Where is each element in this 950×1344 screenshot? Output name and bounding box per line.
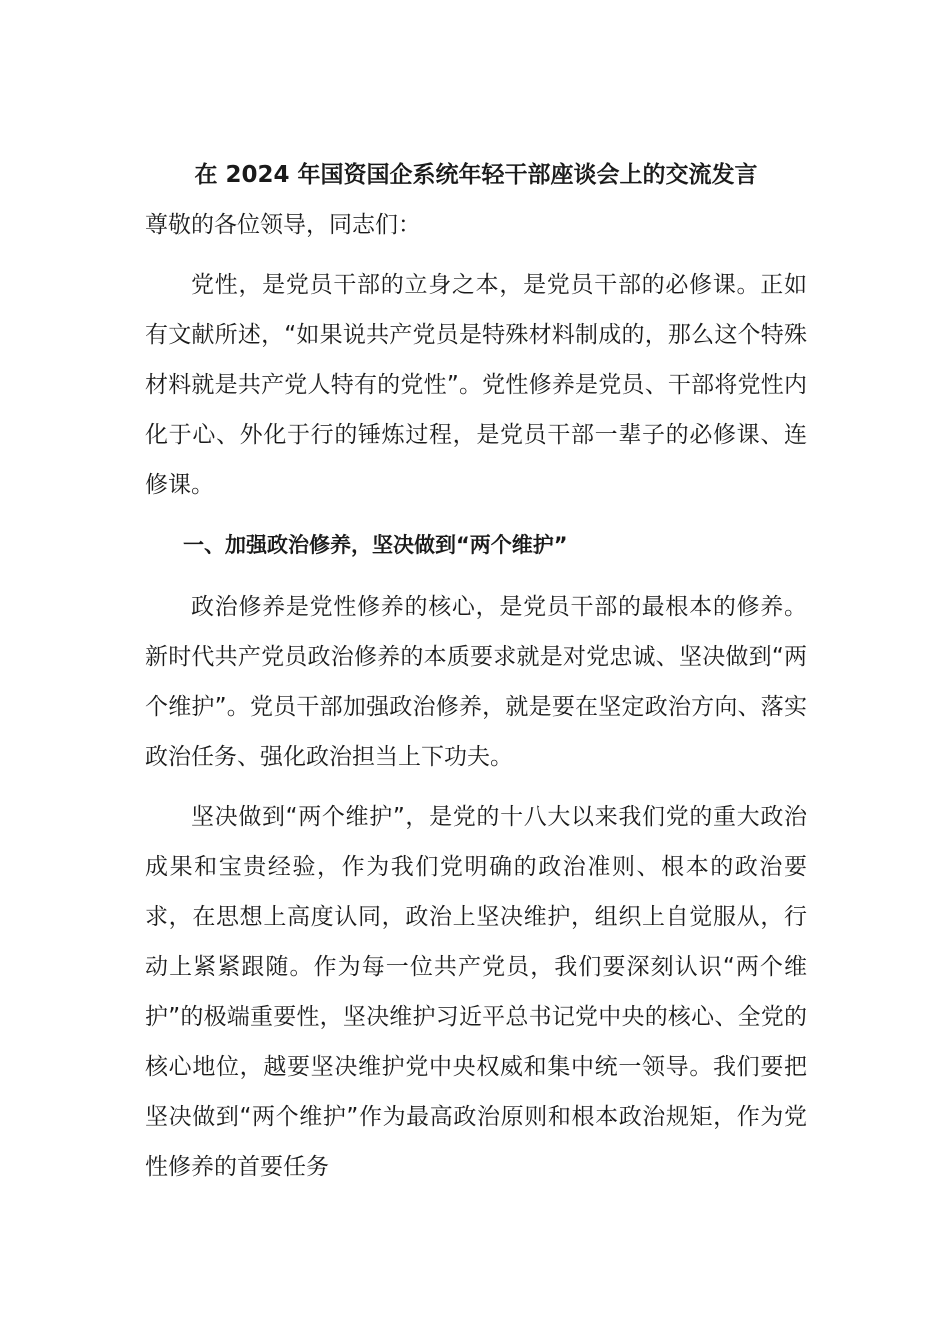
paragraph-political-cultivation: 政治修养是党性修养的核心，是党员干部的最根本的修养。新时代共产党员政治修养的本质要求就是对党忠诚、坚决做到“两个维护”。党员干部加强政治修养，就是要在坚定政治方向、落实政治任务、强化政治担当上下功夫。 [145, 594, 807, 770]
section-heading-1: 一、加强政治修养，坚决做到“两个维护” [183, 533, 568, 557]
paragraph-intro: 党性，是党员干部的立身之本，是党员干部的必修课。正如有文献所述，“如果说共产党员是特殊材料制成的，那么这个特殊材料就是共产党人特有的党性”。党性修养是党员、干部将党性内化于心、外化于行的锤炼过程，是党员干部一辈子的必修课、连修课。 [145, 272, 807, 498]
salutation: 尊敬的各位领导，同志们： [145, 212, 421, 238]
paragraph-two-upholds: 坚决做到“两个维护”，是党的十八大以来我们党的重大政治成果和宝贵经验，作为我们党明确的政治准则、根本的政治要求，在思想上高度认同，政治上坚决维护，组织上自觉服从，行动上紧紧跟随。作为每一位共产党员，我们要深刻认识“两个维护”的极端重要性，坚决维护习近平总书记党中央的核心、全党的核心地位，越要坚决维护党中央权威和集中统一领导。我们要把坚决做到“两个维护”作为最高政治原则和根本政治规矩，作为党性修养的首要任务 [145, 804, 807, 1180]
document-title: 在 2024 年国资国企系统年轻干部座谈会上的交流发言 [194, 162, 758, 188]
document-body [145, 150, 807, 1192]
